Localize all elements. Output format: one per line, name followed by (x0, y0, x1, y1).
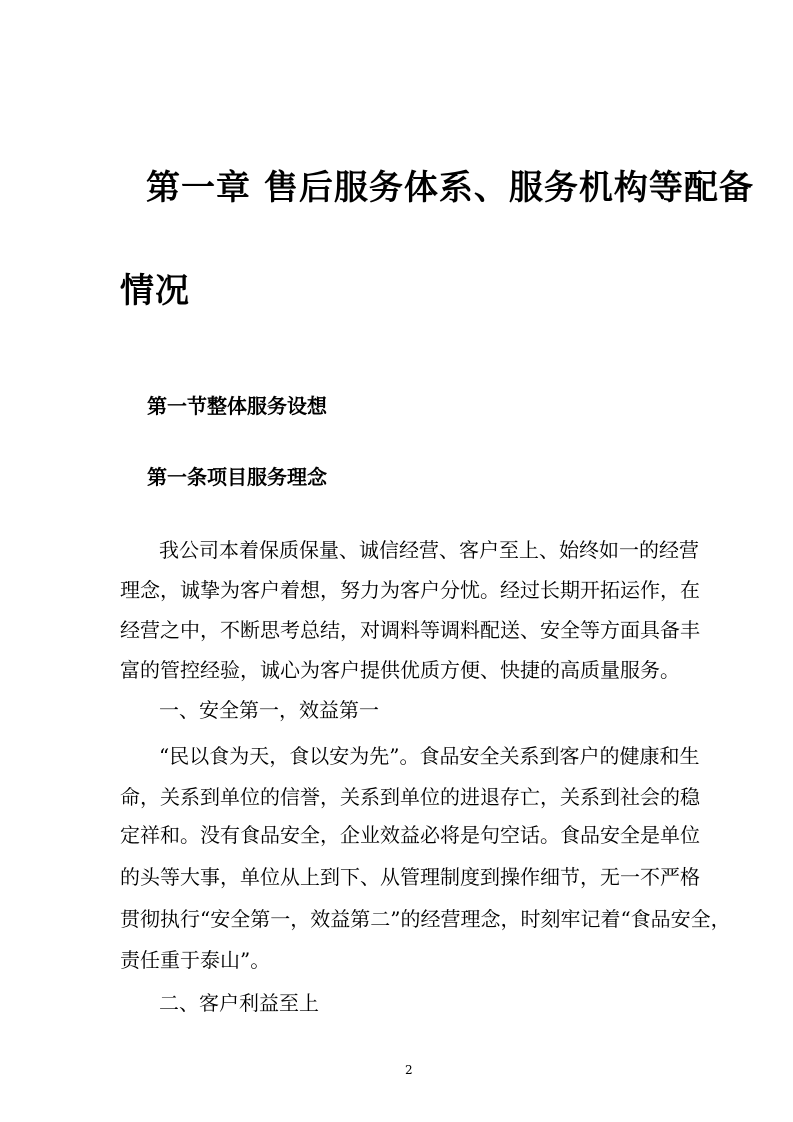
paragraph-line: 责任重于泰山”。 (120, 948, 271, 972)
paragraph-line: 富的管控经验，诚心为客户提供优质方便、快捷的高质量服务。 (120, 658, 680, 682)
paragraph-line: 的头等大事，单位从上到下、从管理制度到操作细节，无一不严格 (120, 865, 700, 889)
section-title: 第一节整体服务设想 (147, 394, 327, 418)
paragraph-line: 命，关系到单位的信誉，关系到单位的进退存亡，关系到社会的稳 (120, 785, 700, 809)
paragraph-line: “民以食为天，食以安为先”。食品安全关系到客户的健康和生 (159, 744, 700, 768)
page-number: 2 (405, 1063, 413, 1077)
paragraph-line: 定祥和。没有食品安全，企业效益必将是句空话。食品安全是单位 (120, 823, 700, 847)
paragraph-line: 贯彻执行“安全第一，效益第二”的经营理念，时刻牢记着“食品安全， (120, 907, 731, 931)
chapter-title-line1: 第一章 售后服务体系、服务机构等配备 (146, 168, 754, 208)
paragraph-line: 理念，诚挚为客户着想，努力为客户分忧。经过长期开拓运作，在 (120, 578, 700, 602)
article-title: 第一条项目服务理念 (147, 465, 327, 489)
chapter-title-line2: 情况 (120, 271, 190, 311)
paragraph-line: 我公司本着保质保量、诚信经营、客户至上、始终如一的经营 (159, 538, 699, 562)
item-heading-customer: 二、客户利益至上 (159, 991, 319, 1015)
item-heading-safety: 一、安全第一，效益第一 (159, 698, 379, 722)
paragraph-line: 经营之中，不断思考总结，对调料等调料配送、安全等方面具备丰 (120, 618, 700, 642)
